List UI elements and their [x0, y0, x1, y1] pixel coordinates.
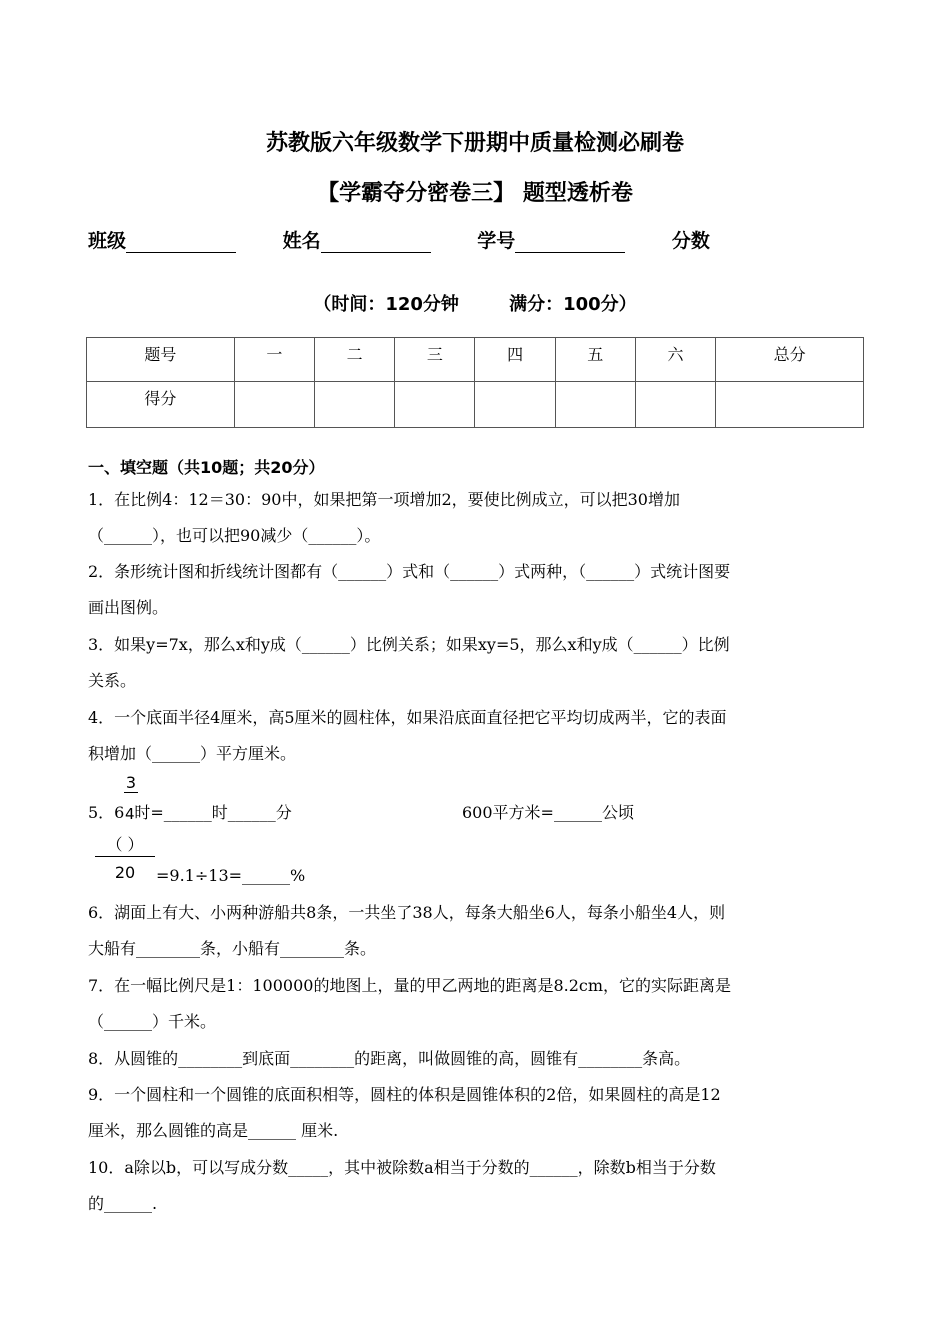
score-cell[interactable] [395, 382, 475, 428]
section-heading: 一、填空题（共10题；共20分） [88, 458, 325, 477]
q5-part1: 时=______时______分 [134, 803, 292, 822]
score-cell[interactable] [716, 382, 864, 428]
question-5-line-1 [88, 795, 292, 831]
score-cell[interactable] [635, 382, 715, 428]
table-header-cell: 五 [555, 338, 635, 382]
score-field [672, 226, 710, 253]
name-field [283, 226, 431, 253]
id-label: 学号 [477, 230, 516, 252]
score-cell[interactable] [555, 382, 635, 428]
class-blank[interactable] [126, 232, 236, 253]
name-label: 姓名 [282, 230, 321, 252]
question-10-line-2: 的______. [88, 1194, 158, 1213]
q5-fraction-numerator: 3 [125, 773, 137, 792]
table-header-cell: 六 [635, 338, 715, 382]
question-7-line-2: （______）千米。 [88, 1012, 217, 1031]
table-header-cell: 四 [475, 338, 555, 382]
table-header-cell: 一 [234, 338, 314, 382]
table-header-cell: 题号 [87, 338, 235, 382]
q5-fraction2-denominator: 20 [114, 863, 136, 882]
score-cell[interactable] [475, 382, 555, 428]
question-5-area-conversion: 600平方米=______公顷 [462, 803, 634, 822]
score-table [86, 337, 864, 428]
question-2-line-1: 2．条形统计图和折线统计图都有（______）式和（______）式两种，（______）式统计图要 [88, 562, 731, 581]
table-header-cell: 二 [314, 338, 394, 382]
time-and-score-info: （时间：120分钟 满分：100分） [313, 294, 637, 315]
class-label: 班级 [88, 230, 127, 252]
id-field [477, 226, 625, 253]
score-label: 分数 [671, 230, 710, 252]
question-2-line-2: 画出图例。 [88, 598, 169, 617]
page-subtitle: 【学霸夺分密卷三】 题型透析卷 [317, 181, 633, 206]
score-table-row [87, 382, 864, 428]
q5-fraction-denominator: 4 [125, 805, 135, 823]
question-1-line-1: 1．在比例4：12＝30：90中，如果把第一项增加2，要使比例成立，可以把30增加 [88, 490, 680, 509]
table-header-cell: 总分 [716, 338, 864, 382]
question-3-line-1: 3．如果y=7x，那么x和y成（______）比例关系；如果xy=5，那么x和y成（______）比例 [88, 635, 730, 654]
page-title: 苏教版六年级数学下册期中质量检测必刷卷 [265, 131, 684, 156]
question-6-line-1: 6．湖面上有大、小两种游船共8条，一共坐了38人，每条大船坐6人，每条小船坐4人，则 [88, 903, 726, 922]
question-4-line-2: 积增加（______）平方厘米。 [88, 744, 297, 763]
q5-fraction2-numerator: （ ） [95, 834, 155, 857]
question-3-line-2: 关系。 [88, 671, 137, 690]
question-4-line-1: 4．一个底面半径4厘米，高5厘米的圆柱体，如果沿底面直径把它平均切成两半，它的表面 [88, 708, 727, 727]
score-table-header-row [87, 338, 864, 382]
id-blank[interactable] [515, 232, 625, 253]
question-9-line-2: 厘米，那么圆锥的高是______ 厘米. [88, 1121, 339, 1140]
student-info-row [88, 226, 750, 253]
question-5-line-2: =9.1÷13=______% [156, 866, 306, 885]
table-header-cell: 三 [395, 338, 475, 382]
score-cell[interactable] [234, 382, 314, 428]
question-7-line-1: 7．在一幅比例尺是1：100000的地图上，量的甲乙两地的距离是8.2cm，它的实际距离是 [88, 976, 732, 995]
question-10-line-1: 10．a除以b，可以写成分数_____，其中被除数a相当于分数的______，除数b相当于分数 [88, 1158, 716, 1177]
question-9-line-1: 9．一个圆柱和一个圆锥的底面积相等，圆柱的体积是圆锥体积的2倍，如果圆柱的高是12 [88, 1085, 721, 1104]
name-blank[interactable] [321, 232, 431, 253]
score-cell[interactable] [314, 382, 394, 428]
q5-prefix: 5．6 [88, 803, 125, 822]
row-label: 得分 [87, 382, 235, 428]
question-6-line-2: 大船有________条，小船有________条。 [88, 939, 377, 958]
class-field [88, 226, 236, 253]
question-8-line-1: 8．从圆锥的________到底面________的距离，叫做圆锥的高，圆锥有________条高。 [88, 1049, 691, 1068]
question-1-line-2: （______），也可以把90减少（______）。 [88, 526, 381, 545]
